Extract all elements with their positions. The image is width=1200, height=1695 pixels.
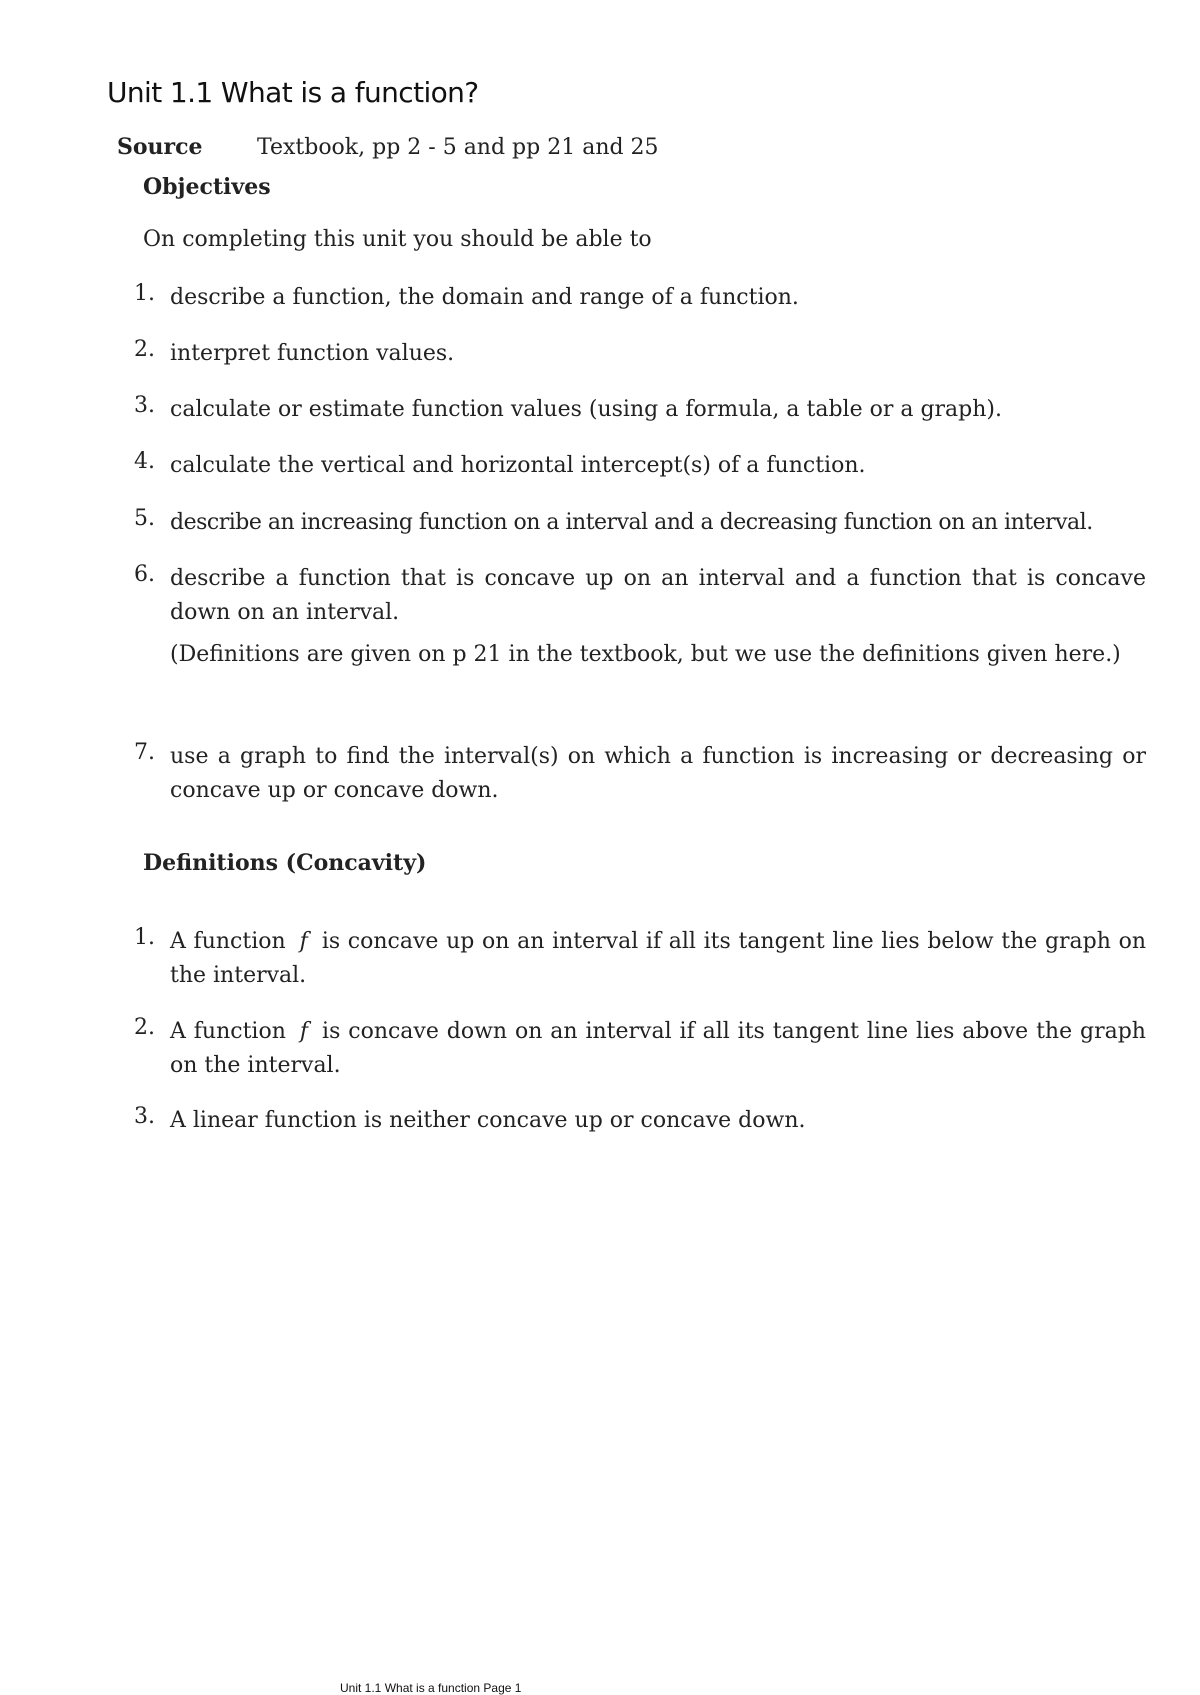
item-number: 2. bbox=[134, 1015, 155, 1040]
list-item bbox=[134, 1104, 1146, 1138]
item-number: 7. bbox=[134, 740, 155, 765]
list-item bbox=[134, 449, 1146, 483]
item-text bbox=[170, 1015, 1146, 1083]
list-item bbox=[134, 281, 1146, 315]
item-text bbox=[170, 1104, 1146, 1138]
definitions-heading: Definitions (Concavity) bbox=[143, 850, 427, 876]
definition-pre: A linear function is neither concave up or concave down. bbox=[170, 1108, 806, 1133]
item-number: 3. bbox=[134, 393, 155, 418]
list-item bbox=[134, 1015, 1146, 1083]
list-item bbox=[134, 506, 1146, 540]
item-text: describe an increasing function on a interval and a decreasing function on an interval. bbox=[170, 510, 1093, 535]
item-number: 6. bbox=[134, 562, 155, 587]
item-note: (Definitions are given on p 21 in the textbook, but we use the definitions given here.) bbox=[170, 642, 1121, 667]
item-text: describe a function that is concave up on an interval and a function that is concave down on an interval. bbox=[170, 566, 1146, 625]
item-number: 5. bbox=[134, 506, 155, 531]
list-item bbox=[134, 337, 1146, 371]
definition-post: is concave down on an interval if all its tangent line lies above the graph on the interval. bbox=[170, 1019, 1146, 1078]
item-number: 2. bbox=[134, 337, 155, 362]
item-text: calculate or estimate function values (using a formula, a table or a graph). bbox=[170, 397, 1002, 422]
item-text: calculate the vertical and horizontal intercept(s) of a function. bbox=[170, 453, 866, 478]
item-number: 4. bbox=[134, 449, 155, 474]
source-value: Textbook, pp 2 - 5 and pp 21 and 25 bbox=[257, 135, 659, 160]
list-item bbox=[134, 925, 1146, 993]
list-item bbox=[134, 562, 1146, 672]
item-text: describe a function, the domain and range of a function. bbox=[170, 285, 799, 310]
source-label: Source bbox=[117, 134, 203, 160]
page-footer: Unit 1.1 What is a function Page 1 bbox=[340, 1681, 522, 1695]
item-text: use a graph to find the interval(s) on which a function is increasing or decreasing or concave up or concave down. bbox=[170, 744, 1146, 803]
item-text bbox=[170, 925, 1146, 993]
list-item bbox=[134, 393, 1146, 427]
definition-pre: A function bbox=[170, 1019, 286, 1044]
objectives-heading: Objectives bbox=[143, 174, 271, 200]
list-item bbox=[134, 740, 1146, 808]
definition-pre: A function bbox=[170, 929, 286, 954]
function-variable: f bbox=[299, 929, 308, 954]
source-line bbox=[117, 134, 659, 160]
item-text: interpret function values. bbox=[170, 341, 455, 366]
function-variable: f bbox=[299, 1019, 309, 1044]
definition-post: is concave up on an interval if all its tangent line lies below the graph on the interval. bbox=[170, 929, 1146, 988]
item-number: 1. bbox=[134, 281, 155, 306]
objectives-intro: On completing this unit you should be able to bbox=[143, 227, 652, 252]
page-title: Unit 1.1 What is a function? bbox=[107, 76, 479, 109]
item-number: 1. bbox=[134, 925, 155, 950]
item-number: 3. bbox=[134, 1104, 155, 1129]
